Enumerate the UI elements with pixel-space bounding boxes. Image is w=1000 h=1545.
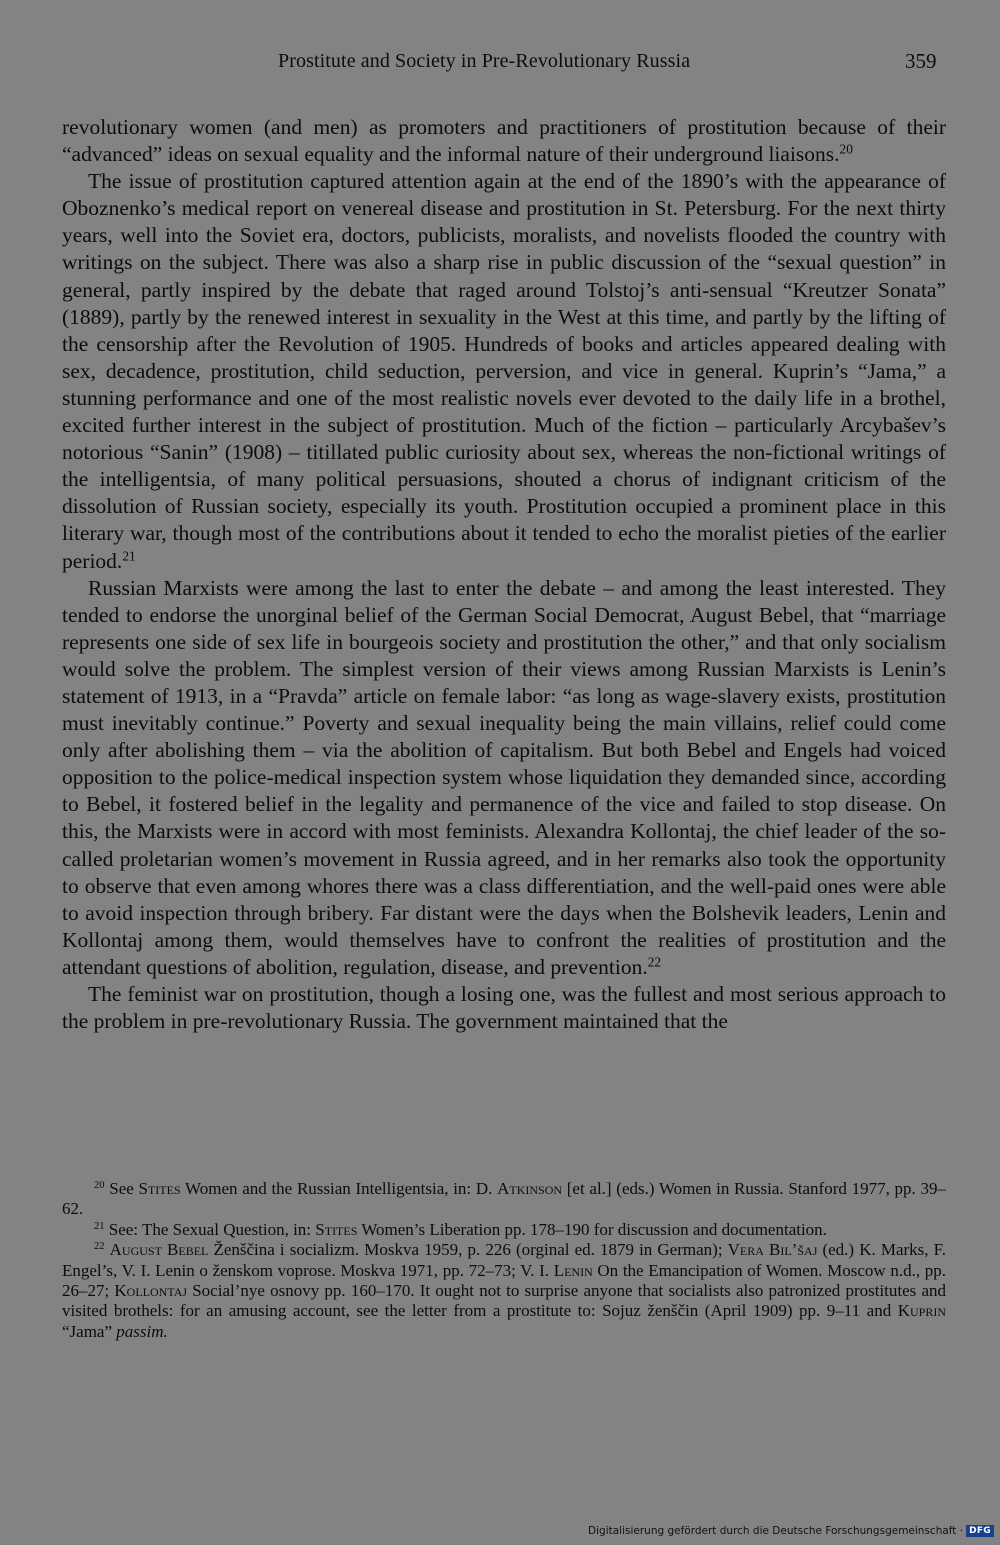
footnote-ref-21: 21 [122, 548, 136, 564]
paragraph-4-text: The feminist war on prostitution, though a losing one, was the fullest and most serious approach to the problem in pre-revolutionary Russia. The government maintained that the [62, 982, 946, 1034]
footnote-text: On the Emancipation of Women. Moscow n.d., pp. 26–27; [62, 1260, 946, 1301]
footnote-text: Social’nye osnovy pp. 160–170. It ought not to surprise anyone that socialists also patronized prostitutes and visited brothels: for an amusing account, see the letter from a prostitute to: Sojuz ženščin (April 1909) pp. 9–11 and [62, 1281, 946, 1321]
paragraph-3-text: Russian Marxists were among the last to enter the debate – and among the least interested. They tended to endorse the unorginal belief of the German Social Democrat, August Bebel, that “marriage represents one side of sex life in bourgeois society and prostitution the other,” and that only socialism would solve the problem. The simplest version of their views among Russian Marxists is Lenin’s statement of 1913, in a “Pravda” article on female labor: “as long as wage-slavery exists, prostitution must inevitably continue.” Poverty and sexual inequality being the main villains, relief could come only after abolishing them – via the abolition of capitalism. But both Bebel and Engels had voiced opposition to the police-medical inspection system whose liquidation they demanded since, according to Bebel, it fostered belief in the legality and permanence of the vice and failed to stop disease. On this, the Marxists were in accord with most feminists. Alexandra Kollontaj, the chief leader of the so-called proletarian women’s movement in Russia agreed, and in her remarks also took the opportunity to observe that even among whores there was a class differentiation, and the well-paid ones were able to avoid inspection through bribery. Far distant were the days when the Bolshevik leaders, Lenin and Kollontaj among them, would themselves have to confront the realities of prostitution and the attendant questions of abolition, regulation, disease, and prevention. [62, 575, 946, 979]
footnote-text: See [109, 1179, 139, 1198]
footnote-text: Women and the Russian Intelligentsia, in: D. [180, 1179, 498, 1198]
credit-text: Digitalisierung gefördert durch die Deutsche Forschungsgemeinschaft · [588, 1525, 964, 1537]
footnotes [62, 1179, 946, 1342]
footnote-number: 22 [94, 1241, 105, 1253]
author-name: August Bebel [109, 1240, 209, 1260]
footnote-22 [62, 1240, 946, 1342]
running-title: Prostitute and Society in Pre-Revolutionary Russia [278, 50, 691, 72]
paragraph-3 [62, 575, 946, 981]
footnote-text: (ed.) K. Marks, F. Engel’s, V. I. Lenin o ženskom voprose. Moskva 1971, pp. 72–73; V. I. [62, 1240, 946, 1280]
main-text [62, 114, 946, 1035]
footnote-text: Ženščina i socializm. Moskva 1959, p. 226 (orginal ed. 1879 in German); [208, 1240, 728, 1260]
digitization-credit [588, 1525, 994, 1537]
footnote-21 [62, 1220, 946, 1240]
paragraph-2-text: The issue of prostitution captured attention again at the end of the 1890’s with the appearance of Oboznenko’s medical report on venereal disease and prostitution in St. Petersburg. For the next thirty years, well into the Soviet era, doctors, publicists, moralists, and novelists flooded the country with writings on the subject. There was also a sharp rise in public discussion of the “sexual question” in general, partly inspired by the debate that raged around Tolstoj’s anti-sensual “Kreutzer Sonata” (1889), partly by the renewed interest in sexuality in the West at this time, and partly by the lifting of the censorship after the Revolution of 1905. Hundreds of books and articles appeared dealing with sex, decadence, prostitution, child seduction, perversion, and vice in general. Kuprin’s “Jama,” a stunning performance and one of the most realistic novels ever devoted to the daily life in a brothel, excited further interest in the subject of prostitution. Much of the fiction – particularly Arcybašev’s notorious “Sanin” (1908) – titillated public curiosity about sex, whereas the non-fictional writings of the intelligentsia, of many political persuasions, shouted a chorus of indignant criticism of the dissolution of Russian society, especially its youth. Prostitution occupied a prominent place in this literary war, though most of the contributions about it tended to echo the moralist pieties of the earlier period. [62, 169, 946, 573]
footnote-text: “Jama” [62, 1321, 117, 1341]
footnote-number: 21 [94, 1221, 105, 1233]
footnote-20 [62, 1179, 946, 1220]
footnote-text: See: The Sexual Question, in: [108, 1219, 316, 1239]
footnote-ref-22: 22 [647, 954, 662, 970]
paragraph-4 [62, 981, 946, 1035]
page-number: 359 [905, 49, 937, 73]
author-name: Kollontaj [114, 1281, 188, 1301]
author-name: Stites [315, 1219, 358, 1239]
footnote-text: [et al.] (eds.) Women in Russia. Stanford 1977, pp. 39–62. [62, 1179, 947, 1219]
paragraph-2 [62, 168, 946, 574]
author-name: Stites [138, 1179, 181, 1198]
paragraph-1 [62, 114, 946, 168]
author-name: Atkinson [497, 1179, 563, 1198]
author-name: Kuprin [897, 1301, 946, 1321]
dfg-logo-icon: DFG [966, 1525, 994, 1537]
paragraph-1-text: revolutionary women (and men) as promoters and practitioners of prostitution because of their “advanced” ideas on sexual equality and the informal nature of their underground liaisons. [62, 115, 946, 167]
footnote-text: Women’s Liberation pp. 178–190 for discussion and documentation. [357, 1219, 827, 1239]
author-name: Vera Bil’šaj [727, 1240, 818, 1260]
footnote-italic: passim. [116, 1321, 168, 1341]
author-name: Lenin [553, 1260, 593, 1280]
footnote-ref-20: 20 [839, 141, 853, 157]
footnote-number: 20 [94, 1180, 105, 1192]
